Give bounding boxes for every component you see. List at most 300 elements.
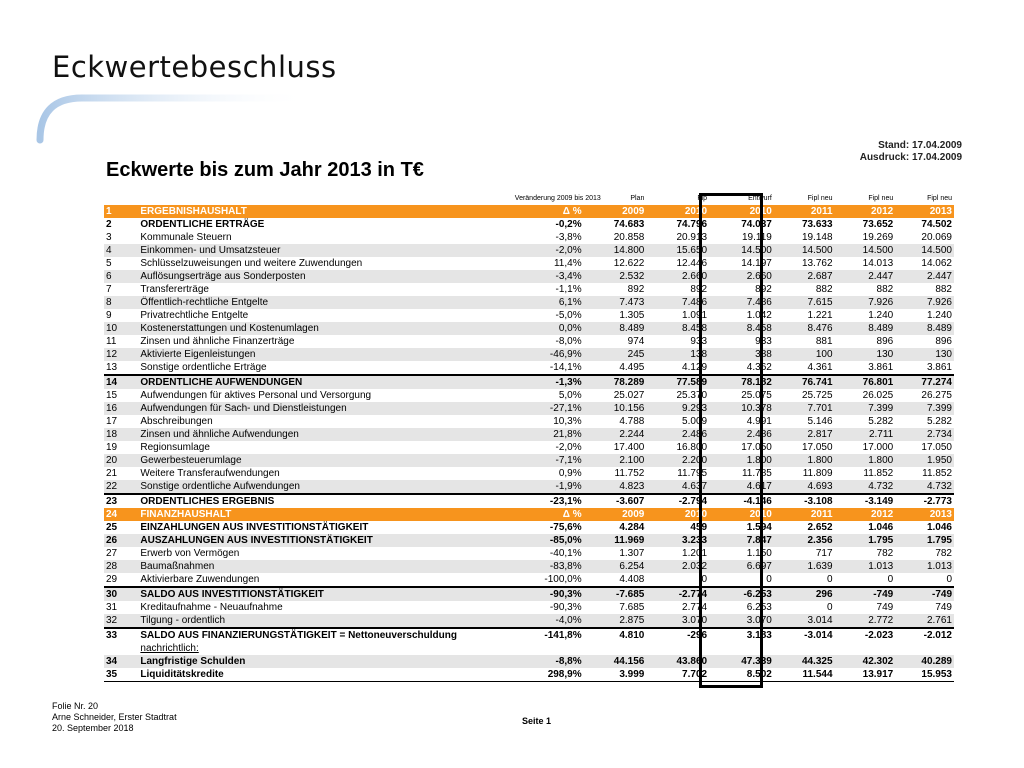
cell-plan bbox=[584, 642, 647, 655]
cell-fipl-2011: 2011 bbox=[774, 205, 835, 218]
cell-fip: 7.486 bbox=[646, 296, 709, 309]
cell-nr: 25 bbox=[106, 522, 118, 533]
cell-plan: 11.969 bbox=[584, 534, 647, 547]
cell-fipl-2013: 77.274 bbox=[895, 375, 954, 389]
table-row bbox=[104, 415, 954, 428]
cell-fipl-2013: 1.046 bbox=[926, 522, 952, 533]
cell-nr: 35 bbox=[104, 668, 138, 682]
cell-label: Abschreibungen bbox=[140, 416, 213, 427]
cell-fipl-2012: 26.025 bbox=[862, 390, 894, 401]
cell-fipl-2012: 3.861 bbox=[868, 362, 894, 373]
cell-delta: -85,0% bbox=[513, 534, 584, 547]
cell-label: Aktivierbare Zuwendungen bbox=[140, 574, 260, 585]
cell-entwurf: 6.697 bbox=[709, 560, 774, 573]
cell-fipl-2013: 1.950 bbox=[895, 454, 954, 467]
cell-fipl-2013 bbox=[895, 642, 954, 655]
table-header-row bbox=[104, 193, 954, 205]
cell-plan: 3.999 bbox=[584, 668, 647, 682]
cell-plan: 2009 bbox=[584, 508, 647, 521]
cell-fipl-2011: 7.701 bbox=[774, 402, 835, 415]
cell-fip: 138 bbox=[646, 348, 709, 361]
cell-entwurf: 0 bbox=[766, 574, 772, 585]
cell-fipl-2011: 0 bbox=[826, 602, 833, 613]
cell-delta: -40,1% bbox=[549, 548, 582, 559]
cell-label: Langfristige Schulden bbox=[138, 655, 512, 668]
table-row bbox=[104, 296, 954, 309]
cell-fipl-2012: 73.652 bbox=[862, 219, 894, 230]
cell-nr: 8 bbox=[104, 296, 138, 309]
cell-delta: -7,1% bbox=[513, 454, 584, 467]
cell-nr: 9 bbox=[106, 310, 112, 321]
cell-entwurf: 3.183 bbox=[709, 628, 774, 642]
cell-delta: 298,9% bbox=[513, 668, 584, 682]
cell-fipl-2013: 4.732 bbox=[895, 480, 954, 494]
cell-fipl-2013: 20.069 bbox=[921, 232, 952, 243]
table-row bbox=[104, 361, 954, 375]
cell-fipl-2013: 14.500 bbox=[895, 244, 954, 257]
table-row bbox=[104, 467, 954, 480]
cell-entwurf: 4.991 bbox=[746, 416, 772, 427]
cell-fipl-2011: 76.741 bbox=[774, 375, 835, 389]
table-row bbox=[104, 601, 954, 614]
cell-fipl-2013: 2013 bbox=[895, 205, 954, 218]
cell-fip: 2.774 bbox=[682, 602, 708, 613]
cell-plan: 12.622 bbox=[613, 258, 645, 269]
cell-entwurf: 1.594 bbox=[746, 522, 772, 533]
cell-entwurf: 17.050 bbox=[741, 442, 772, 453]
cell-fipl-2012: 2.772 bbox=[835, 614, 896, 628]
cell-fipl-2013: 15.953 bbox=[895, 668, 954, 682]
cell-nr: 3 bbox=[106, 232, 112, 243]
cell-label: Transfererträge bbox=[140, 284, 209, 295]
cell-fipl-2011: 100 bbox=[774, 348, 835, 361]
cell-label: SALDO AUS FINANZIERUNGSTÄTIGKEIT = Nettoneuverschuldung bbox=[138, 628, 512, 642]
cell-nr: 28 bbox=[104, 560, 138, 573]
cell-fipl-2012: 14.013 bbox=[862, 258, 894, 269]
cell-delta: Veränderung 2009 bis 2013 bbox=[514, 195, 601, 202]
cell-fipl-2011: 3.014 bbox=[774, 614, 835, 628]
cell-plan: 2.244 bbox=[584, 428, 647, 441]
cell-fip: 2010 bbox=[646, 205, 709, 218]
cell-fipl-2013: 7.926 bbox=[895, 296, 954, 309]
cell-fip: 9.293 bbox=[646, 402, 709, 415]
table-row bbox=[104, 560, 954, 573]
cell-fipl-2012: -2.023 bbox=[835, 628, 896, 642]
cell-label: Kreditaufnahme - Neuaufnahme bbox=[140, 602, 283, 613]
cell-fipl-2011: 25.725 bbox=[801, 390, 833, 401]
cell-plan: 7.473 bbox=[584, 296, 647, 309]
cell-fip: 2.660 bbox=[646, 270, 709, 283]
cell-fip: 459 bbox=[690, 522, 708, 533]
cell-entwurf: 3.070 bbox=[709, 614, 774, 628]
cell-fipl-2013: 1.795 bbox=[895, 534, 954, 547]
table-row bbox=[104, 322, 954, 335]
cell-plan: 14.800 bbox=[584, 244, 647, 257]
cell-nr: 16 bbox=[104, 402, 138, 415]
cell-fipl-2011: 2.687 bbox=[774, 270, 835, 283]
cell-fipl-2012: 7.399 bbox=[835, 402, 896, 415]
cell-fipl-2013: 1.240 bbox=[926, 310, 952, 321]
cell-delta bbox=[513, 642, 584, 655]
cell-label bbox=[138, 193, 512, 205]
cell-fipl-2011: 11.544 bbox=[774, 668, 835, 682]
cell-fipl-2013: 130 bbox=[895, 348, 954, 361]
cell-fipl-2013: 1.013 bbox=[895, 560, 954, 573]
cell-fipl-2013: -2.012 bbox=[895, 628, 954, 642]
table-row bbox=[104, 480, 954, 494]
cell-label: Aktivierte Eigenleistungen bbox=[138, 348, 512, 361]
cell-fipl-2011: 717 bbox=[815, 548, 833, 559]
cell-delta: Δ % bbox=[513, 508, 584, 521]
cell-fipl-2013: 7.399 bbox=[895, 402, 954, 415]
footer-folie: Folie Nr. 20 bbox=[52, 701, 99, 711]
table-row bbox=[104, 375, 954, 389]
cell-nr: 18 bbox=[104, 428, 138, 441]
cell-delta: -1,9% bbox=[513, 480, 584, 494]
cell-entwurf: 25.075 bbox=[741, 390, 772, 401]
cell-fipl-2011: 882 bbox=[815, 284, 833, 295]
cell-plan: 4.495 bbox=[619, 362, 645, 373]
cell-nr: 7 bbox=[106, 284, 112, 295]
cell-fipl-2011: 44.325 bbox=[774, 655, 835, 668]
cell-delta: -83,8% bbox=[513, 560, 584, 573]
table-row-note bbox=[104, 642, 954, 655]
cell-nr bbox=[104, 193, 138, 205]
stand-date: Stand: 17.04.2009 bbox=[878, 140, 962, 151]
cell-entwurf: 4.617 bbox=[709, 480, 774, 494]
table-row bbox=[104, 309, 954, 322]
cell-entwurf: 2010 bbox=[709, 205, 774, 218]
cell-label: Sonstige ordentliche Aufwendungen bbox=[138, 480, 512, 494]
cell-delta: -75,6% bbox=[549, 522, 582, 533]
cell-plan: 44.156 bbox=[584, 655, 647, 668]
cell-label: Aufwendungen für Sach- und Dienstleistungen bbox=[138, 402, 512, 415]
cell-entwurf: 14.197 bbox=[741, 258, 772, 269]
cell-label: Öffentlich-rechtliche Entgelte bbox=[138, 296, 512, 309]
cell-fipl-2012: 76.801 bbox=[835, 375, 896, 389]
cell-fip: 4.129 bbox=[682, 362, 708, 373]
cell-fip: Fip bbox=[697, 195, 708, 202]
cell-fipl-2012 bbox=[835, 642, 896, 655]
cell-nr: 14 bbox=[104, 375, 138, 389]
cell-plan: 1.307 bbox=[619, 548, 645, 559]
cell-label: ORDENTLICHES ERGEBNIS bbox=[138, 494, 512, 508]
cell-delta: -2,0% bbox=[513, 244, 584, 257]
cell-fipl-2012: 13.917 bbox=[835, 668, 896, 682]
cell-plan: 974 bbox=[627, 336, 645, 347]
table-row bbox=[104, 270, 954, 283]
cell-nr: 26 bbox=[104, 534, 138, 547]
cell-nr: 24 bbox=[104, 508, 138, 521]
cell-fipl-2012: 5.282 bbox=[868, 416, 894, 427]
slide-title: Eckwertebeschluss bbox=[52, 50, 337, 84]
cell-fip: 7.702 bbox=[646, 668, 709, 682]
cell-nr: 10 bbox=[104, 322, 138, 335]
eckwerte-table bbox=[104, 193, 954, 682]
cell-fip: 16.800 bbox=[676, 442, 708, 453]
cell-delta: -0,2% bbox=[555, 219, 582, 230]
cell-label: Liquiditätskredite bbox=[138, 668, 512, 682]
table-row bbox=[104, 441, 954, 454]
cell-fipl-2011: 2.817 bbox=[774, 428, 835, 441]
table-row bbox=[104, 521, 954, 534]
cell-fipl-2013: 11.852 bbox=[922, 468, 952, 479]
table-row bbox=[104, 335, 954, 348]
table-row bbox=[104, 454, 954, 467]
cell-delta: -23,1% bbox=[513, 494, 584, 508]
cell-entwurf: 2.660 bbox=[709, 270, 774, 283]
cell-nr: 33 bbox=[104, 628, 138, 642]
cell-fipl-2012: 2012 bbox=[835, 205, 896, 218]
cell-label: SALDO AUS INVESTITIONSTÄTIGKEIT bbox=[138, 587, 512, 601]
cell-fipl-2013: -749 bbox=[895, 587, 954, 601]
cell-nr: 32 bbox=[104, 614, 138, 628]
cell-label: Regionsumlage bbox=[140, 442, 210, 453]
cell-fipl-2012: 2.711 bbox=[835, 428, 896, 441]
table-section-row bbox=[104, 205, 954, 218]
cell-entwurf: 1.150 bbox=[746, 548, 772, 559]
cell-delta: 0,9% bbox=[558, 468, 582, 479]
cell-label: Tilgung - ordentlich bbox=[138, 614, 512, 628]
cell-delta: -1,1% bbox=[555, 284, 582, 295]
cell-fipl-2012: 2.447 bbox=[835, 270, 896, 283]
cell-fipl-2011: 0 bbox=[826, 574, 833, 585]
cell-nr: 22 bbox=[104, 480, 138, 494]
cell-fipl-2013: 882 bbox=[935, 284, 952, 295]
cell-fipl-2011: 4.361 bbox=[807, 362, 833, 373]
cell-label: ORDENTLICHE AUFWENDUNGEN bbox=[138, 375, 512, 389]
cell-entwurf: 892 bbox=[755, 284, 772, 295]
cell-fipl-2013: 17.050 bbox=[921, 442, 952, 453]
cell-entwurf: 11.785 bbox=[741, 468, 772, 479]
cell-label: Weitere Transferaufwendungen bbox=[140, 468, 280, 479]
footer-date: 20. September 2018 bbox=[52, 723, 134, 733]
cell-label: Auflösungserträge aus Sonderposten bbox=[138, 270, 512, 283]
cell-label: Aufwendungen für aktives Personal und Versorgung bbox=[140, 390, 372, 401]
cell-fip: 1.091 bbox=[682, 310, 708, 321]
cell-fipl-2013: 3.861 bbox=[926, 362, 952, 373]
cell-fipl-2012: 130 bbox=[835, 348, 896, 361]
table-row bbox=[104, 283, 954, 296]
ausdruck-date: Ausdruck: 17.04.2009 bbox=[859, 152, 962, 163]
cell-fip: -2.774 bbox=[646, 587, 709, 601]
cell-fipl-2013: 2.447 bbox=[895, 270, 954, 283]
cell-delta: -27,1% bbox=[513, 402, 584, 415]
table-row bbox=[104, 655, 954, 668]
cell-label bbox=[138, 642, 512, 655]
cell-fipl-2012: 14.500 bbox=[835, 244, 896, 257]
cell-nr: 1 bbox=[104, 205, 138, 218]
table-row bbox=[104, 231, 954, 244]
cell-entwurf: 388 bbox=[709, 348, 774, 361]
table-row bbox=[104, 547, 954, 560]
cell-delta: -1,3% bbox=[513, 375, 584, 389]
cell-nr: 23 bbox=[104, 494, 138, 508]
cell-fip: -2.794 bbox=[646, 494, 709, 508]
table-row bbox=[104, 494, 954, 508]
cell-fipl-2012: 1.013 bbox=[835, 560, 896, 573]
cell-delta: -8,0% bbox=[555, 336, 582, 347]
cell-nr: 19 bbox=[106, 442, 118, 453]
cell-fip: 2.032 bbox=[646, 560, 709, 573]
table-row bbox=[104, 348, 954, 361]
cell-fipl-2013: 896 bbox=[935, 336, 952, 347]
cell-fip: 1.201 bbox=[682, 548, 708, 559]
cell-plan: 4.810 bbox=[584, 628, 647, 642]
cell-fip: 8.458 bbox=[646, 322, 709, 335]
cell-fipl-2011: 8.476 bbox=[774, 322, 835, 335]
cell-nr: 2 bbox=[106, 219, 112, 230]
cell-entwurf: 1.042 bbox=[746, 310, 772, 321]
cell-label: Schlüsselzuweisungen und weitere Zuwendungen bbox=[140, 258, 363, 269]
cell-delta: -90,3% bbox=[513, 587, 584, 601]
cell-label: Erwerb von Vermögen bbox=[140, 548, 240, 559]
cell-entwurf: 7.847 bbox=[709, 534, 774, 547]
cell-plan: 74.683 bbox=[613, 219, 645, 230]
cell-fipl-2012: Fipl neu bbox=[868, 195, 894, 202]
cell-fipl-2012: 4.732 bbox=[835, 480, 896, 494]
cell-delta: 21,8% bbox=[513, 428, 584, 441]
cell-entwurf: 14.500 bbox=[709, 244, 774, 257]
cell-fipl-2012: 42.302 bbox=[835, 655, 896, 668]
cell-plan: 20.858 bbox=[613, 232, 645, 243]
cell-plan: 4.788 bbox=[619, 416, 645, 427]
cell-nr: 4 bbox=[104, 244, 138, 257]
cell-entwurf: 8.458 bbox=[709, 322, 774, 335]
cell-fipl-2011: 1.800 bbox=[774, 454, 835, 467]
cell-fipl-2013: 782 bbox=[935, 548, 952, 559]
cell-plan: 10.156 bbox=[584, 402, 647, 415]
cell-fipl-2011: 19.148 bbox=[801, 232, 833, 243]
cell-fipl-2012: 19.269 bbox=[862, 232, 894, 243]
cell-fipl-2012: -749 bbox=[835, 587, 896, 601]
cell-delta: 5,0% bbox=[558, 390, 582, 401]
page-number: Seite 1 bbox=[522, 716, 552, 726]
cell-nr: 13 bbox=[106, 362, 118, 373]
cell-fipl-2013: 2013 bbox=[895, 508, 954, 521]
table-row bbox=[104, 257, 954, 270]
cell-fip: 25.370 bbox=[676, 390, 708, 401]
cell-delta: -3,4% bbox=[513, 270, 584, 283]
cell-plan: 11.752 bbox=[614, 468, 645, 479]
cell-fipl-2012: 749 bbox=[876, 602, 894, 613]
table-row bbox=[104, 573, 954, 587]
cell-label: EINZAHLUNGEN AUS INVESTITIONSTÄTIGKEIT bbox=[140, 522, 369, 533]
table-section-row bbox=[104, 508, 954, 521]
cell-nr: 15 bbox=[106, 390, 118, 401]
cell-fip: 2010 bbox=[646, 508, 709, 521]
cell-nr: 30 bbox=[104, 587, 138, 601]
table-row bbox=[104, 668, 954, 682]
cell-fip: 74.796 bbox=[676, 219, 708, 230]
cell-fipl-2012: 8.489 bbox=[835, 322, 896, 335]
cell-fipl-2012: 896 bbox=[876, 336, 894, 347]
cell-delta: Δ % bbox=[513, 205, 584, 218]
table-row bbox=[104, 244, 954, 257]
cell-nr bbox=[104, 642, 138, 655]
cell-delta: -4,0% bbox=[513, 614, 584, 628]
cell-nr: 6 bbox=[104, 270, 138, 283]
cell-nr: 21 bbox=[106, 468, 118, 479]
cell-delta: 6,1% bbox=[513, 296, 584, 309]
table-row bbox=[104, 614, 954, 628]
table-row bbox=[104, 587, 954, 601]
cell-fip: 77.589 bbox=[646, 375, 709, 389]
cell-entwurf: 8.502 bbox=[709, 668, 774, 682]
cell-delta: -5,0% bbox=[555, 310, 582, 321]
cell-nr: 12 bbox=[104, 348, 138, 361]
cell-fipl-2011: 1.639 bbox=[774, 560, 835, 573]
cell-plan: 25.027 bbox=[613, 390, 645, 401]
cell-fip: -296 bbox=[646, 628, 709, 642]
cell-label: Zinsen und ähnliche Finanzerträge bbox=[140, 336, 295, 347]
cell-plan: -7.685 bbox=[584, 587, 647, 601]
cell-nr: 27 bbox=[106, 548, 118, 559]
cell-nr: 11 bbox=[106, 336, 117, 347]
cell-label: Sonstige ordentliche Erträge bbox=[140, 362, 267, 373]
cell-fip bbox=[646, 642, 709, 655]
cell-fipl-2011 bbox=[774, 642, 835, 655]
cell-fipl-2011: 881 bbox=[815, 336, 833, 347]
cell-fipl-2011: 2.652 bbox=[807, 522, 833, 533]
cell-label: Privatrechtliche Entgelte bbox=[140, 310, 249, 321]
cell-fipl-2013: 74.502 bbox=[921, 219, 952, 230]
cell-fipl-2011: 2011 bbox=[774, 508, 835, 521]
cell-fipl-2011: -3.108 bbox=[774, 494, 835, 508]
table-row bbox=[104, 402, 954, 415]
cell-label: Zinsen und ähnliche Aufwendungen bbox=[138, 428, 512, 441]
cell-delta: -14,1% bbox=[549, 362, 582, 373]
cell-nr: 31 bbox=[106, 602, 118, 613]
cell-fipl-2013: 2.761 bbox=[895, 614, 954, 628]
cell-delta: -3,8% bbox=[555, 232, 582, 243]
cell-label: Kostenerstattungen und Kostenumlagen bbox=[138, 322, 512, 335]
cell-delta: -2,0% bbox=[555, 442, 582, 453]
cell-fipl-2012: -3.149 bbox=[835, 494, 896, 508]
table-row bbox=[104, 218, 954, 231]
cell-fipl-2011: 17.050 bbox=[801, 442, 833, 453]
cell-entwurf: 4.362 bbox=[746, 362, 772, 373]
cell-fipl-2013: 0 bbox=[946, 574, 952, 585]
cell-plan: 1.305 bbox=[619, 310, 645, 321]
cell-fipl-2012: 782 bbox=[876, 548, 894, 559]
cell-entwurf: 10.378 bbox=[709, 402, 774, 415]
cell-fipl-2013: 8.489 bbox=[895, 322, 954, 335]
cell-label: AUSZAHLUNGEN AUS INVESTITIONSTÄTIGKEIT bbox=[138, 534, 512, 547]
footer-author: Arne Schneider, Erster Stadtrat bbox=[52, 712, 177, 722]
cell-plan: Plan bbox=[630, 195, 645, 202]
cell-fipl-2011: 5.146 bbox=[807, 416, 833, 427]
table-title: Eckwerte bis zum Jahr 2013 in T€ bbox=[106, 159, 424, 181]
cell-entwurf: -4.146 bbox=[709, 494, 774, 508]
cell-fipl-2011: 7.615 bbox=[774, 296, 835, 309]
cell-plan: 4.823 bbox=[584, 480, 647, 494]
cell-plan: 4.408 bbox=[619, 574, 645, 585]
cell-delta: -100,0% bbox=[544, 574, 582, 585]
cell-label: ORDENTLICHE ERTRÄGE bbox=[140, 219, 265, 230]
cell-fipl-2012: 1.800 bbox=[835, 454, 896, 467]
stand-info bbox=[860, 140, 962, 164]
cell-fipl-2013: 749 bbox=[935, 602, 952, 613]
cell-fipl-2011: 14.500 bbox=[774, 244, 835, 257]
cell-plan: 2009 bbox=[584, 205, 647, 218]
note-label: nachrichtlich: bbox=[140, 643, 199, 654]
cell-fipl-2013: 14.062 bbox=[921, 258, 952, 269]
cell-plan: 2.532 bbox=[584, 270, 647, 283]
cell-fip: 20.913 bbox=[676, 232, 708, 243]
cell-fipl-2012: 7.926 bbox=[835, 296, 896, 309]
cell-fipl-2013: 40.289 bbox=[895, 655, 954, 668]
